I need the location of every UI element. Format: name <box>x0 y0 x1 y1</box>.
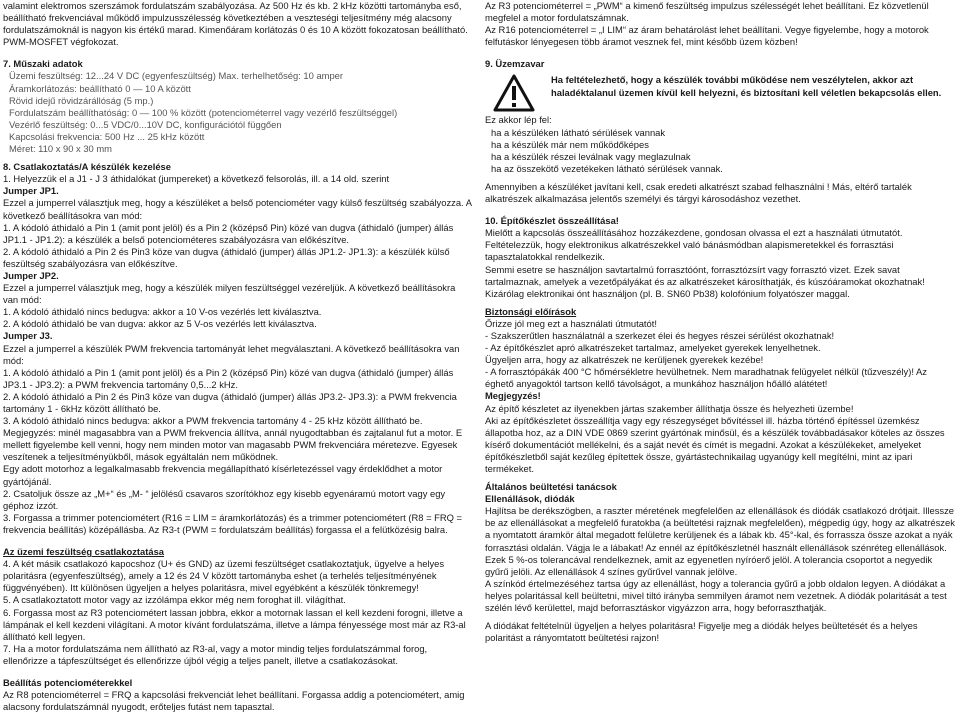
safety-heading: Biztonsági előírások <box>485 305 577 317</box>
supply-voltage-heading: Az üzemi feszültség csatlakoztatása <box>3 546 164 558</box>
potentiometer-heading: Beállítás potenciométerekkel <box>3 676 133 688</box>
jumper-jp1-text: Ezzel a jumperrel választjuk meg, hogy a készüléket a belső potenciométer vagy külső feszültség szabályozza. A következő beállításokra van mód: 1. A kódoló áthidaló a Pin 1 (amit pont jelöl) és a Pin 2 (középső Pin) közé van dugva (áthidaló (jumper) állás JP1.1 - JP1.2): a készülék a belső potenciométeres szabályozásra van előkészítve. 2. A kódoló áthidaló a Pin 2 és Pin3 köze van dugva (áthidaló (jumper) állás JP1.2- JP1.3): a készülék külső feszültség szabályozásra van előkészítve. <box>3 197 472 269</box>
supply-voltage-text: 4. A két másik csatlakozó kapocshoz (U+ és GND) az üzemi feszültséget csatlakoztatjuk, ügyelve a helyes polaritásra (egyenfeszültség), amely a 12 és 24 V között tartományba eshet (a terhelés teljesítményének függvényében). Itt különösen ügyeljen a helyes polaritásra, mivel egyébként a készülék tönkremegy! 5. A csatlakoztatott motor vagy az izzólámpa ekkor még nem foroghat ill. világíthat. 6. Forgassa most az R3 potenciométert lassan jobbra, ekkor a motornak lassan el kell kezdeni forogni, illetve a lámpának el kell kezdeni világítani. A motor kívánt fordulatszáma, illetve a lámpa fényessége most már az R3-al állítható kell legyen. 7. Ha a motor fordulatszáma nem állítható az R3-al, vagy a motor mindig teljes fordulatszámmal forog, ellenőrizze a tápfeszültséget és ellenőrizze újból végig a teljes panelt, illetve a csatlakozásokat. <box>3 558 466 666</box>
kit-assembly-text: Mielőtt a kapcsolás összeállításához hozzákezdene, gondosan olvassa el ezt a használati útmutatót. Feltételezzük, hogy elektronikus alkatrészekkel való bánásmódban alapismeretekkel és forrasztási tapasztalatokkal rendelkezik. Semmi esetre se használjon savtartalmú forrasztóónt, forrasztózsírt vagy forrasztó vizet. Ezek savat tartalmaznak, amelyek a vezetőpályákat és az alkatrészeket károsíthatják, és kúszóáramokat okozhatnak! Kizárólag elektronikai ónt használjon (pl. B. SN60 Pb38) kolofónium folyatószer maggal. <box>485 227 925 299</box>
warning-text: Ha feltételezhető, hogy a készülék további működése nem veszélytelen, akkor azt haladéktalanul üzemen kívül kell helyezni, és biztosítani kell véletlen bekapcsolás ellen. <box>551 74 942 98</box>
general-tips-text: Hajlítsa be derékszögben, a raszter méretének megfelelően az ellenállások és diódák csatlakozó drótjait. Illessze be az ellenállásokat a megfelelő furatokba (a beültetési rajznak megfelelően), mégpedig úgy, hogy az alkatrészek a nyomtatott áramkör által megadott felületre kerüljenek és a lábak kb. 45°-kal, és forrassza össze azokat a nyák forrasztási oldalán. Vágja le a lábakat! Az ennél az építőkészletnél használt ellenállások szénréteg ellenállások. Ezek 5 %-os tolerancával rendelkeznek, amit az egyenetlen nyíróerő jelöl. A tolerancia csoportot a negyedik gyűrű jelöli. Az ellenállások 4 színes gyűrűvel vannak jelölve. A színkód értelmezéséhez tartsa úgy az ellenállást, hogy a tolerancia gyűrű a jobb oldalon legyen. A diódákat a helyes polaritással kell beültetni, mivel tiltó irányba semmilyen áramot nem vezetnek. A diódák polaritását a test szélén lévő kerülettel, majd beforrasztáskor vigyázzon arra, hogy beforraszthatják. <box>485 505 955 614</box>
note-text: Az építő készletet az ilyenekben jártas szakember állíthatja össze és helyezheti üzembe! Aki az építőkészletet összeállítja vagy egy részegységet bővítéssel ill. házba történő építéssel üzemkész állapotba hoz, az a DIN VDE 0869 szerint gyártónak minősül, és a készülék továbbadásakor köteles az összes kísérő dokumentációt mellékelni, és a saját nevét és címét is megadni. Azokat a készülékeket, amelyeket építőkészletből saját kezűleg építettek össze, gyártástechnikailag ugyanúgy kell megítélni, mint az ipari termékeket. <box>485 402 945 474</box>
kit-assembly-heading: 10. Építőkészlet összeállítása! <box>485 215 619 227</box>
left-column <box>3 0 473 713</box>
general-tips-subheading: Ellenállások, diódák <box>485 493 575 505</box>
jumper-jp2-text: Ezzel a jumperrel választjuk meg, hogy a készülék milyen feszültséggel vezéreljük. A következő beállításokra van mód: 1. A kódoló áthidaló nincs bedugva: akkor a 10 V-os vezérlés lett kiválasztva. 2. A kódoló áthidaló be van dugva: akkor az 5 V-os vezérlés lett kiválasztva. <box>3 282 456 330</box>
general-tips-heading: Általános beültetési tanácsok <box>485 481 617 493</box>
right-column <box>485 0 955 644</box>
note-heading: Megjegyzés! <box>485 390 541 402</box>
technical-data-heading: 7. Műszaki adatok <box>3 58 83 70</box>
jumper-j3-heading: Jumper J3. <box>3 330 53 342</box>
connection-intro: 1. Helyezzük el a J1 - J 3 áthidalókat (jumpereket) a következő felsorolás, ill. a 14 old. szerint <box>3 173 390 185</box>
note-paragraph: Megjegyzés: minél magasabbra van a PWM frekvencia állítva, annál nyugodtabban és zajtalanul fut a motor. E mellett figyelembe kell venni, hogy nem minden motor van magasabb PWM frekvenciára méretezve. Egyesek veszítenek a teljesítményükből, mások egyáltalán nem működnek. Egy adott motorhoz a legalkalmasabb frekvencia megállapítható kísérletezéssel vagy érdeklődhet a motor gyártójánál. 2. Csatoljuk össze az „M+“ és „M- “ jelölésű csavaros szorítókhoz egy kisebb egyenáramú motort vagy egy géphoz izzót. 3. Forgassa a trimmer potenciométert (R16 = LIM = áramkorlátozás) és a trimmer potenciométert (R8 = FRQ = frekvencia beállítás) középállásba. Az R3-t (PWM = fordulatszám beállítás) forgassa el a felütközésig balra. <box>3 427 463 535</box>
jumper-jp2-heading: Jumper JP2. <box>3 269 59 281</box>
r3-paragraph: Az R3 potenciométerrel = „PWM“ a kimenő feszültség impulzus szélességét lehet beállítani. Ez közvetlenül megfelel a motor fordulatszámnak. <box>485 0 929 24</box>
repair-paragraph: Amennyiben a készüléket javítani kell, csak eredeti alkatrészt szabad felhasználni ! Más, eltérő tartalék alkatrészek alkalmazása jelentős személyi és tárgyi károsodáshoz vezethet. <box>485 180 912 205</box>
malfunction-heading: 9. Üzemzavar <box>485 58 545 70</box>
bottom-paragraph: A diódákat feltételnül ügyeljen a helyes polaritásra! Figyelje meg a diódák helyes beültetését és a helyes polaritást a rányomtatott beültetési rajzon! <box>485 620 918 644</box>
danger-intro: Ez akkor lép fel: <box>485 114 552 126</box>
danger-list: ha a készüléken látható sérülések vannak ha a készülék már nem működőképes ha a készülék részei leválnak vagy meglazulnak ha az összekötő vezetékeken látható sérülések vannak. <box>491 126 723 174</box>
safety-text: Őrizze jól meg ezt a használati útmutatót! - Szakszerűtlen használatnál a szerkezet élei és hegyes részei sérülést okozhatnak! - Az építőkészlet apró alkatrészeket tartalmaz, amelyeket gyerekek lenyelhetnek. Ügyeljen arra, hogy az alkatrészek ne kerüljenek gyerekek kezébe! - A forrasztópákák 400 °C hőmérsékletre hevülhetnek. Nem maradhatnak felügyelet nélkül (tűzveszély)! Az éghető anyagoktól tartson kellő távolságot, a munkához használjon hőálló alátétet! <box>485 317 927 390</box>
potentiometer-text: Az R8 potenciométerrel = FRQ a kapcsolási frekvenciát lehet beállítani. Forgassa addig a potenciométert, amig alacsony fordulatszámnál nyugodt, erőteljes futást nem tapasztal. <box>3 689 465 713</box>
warning-box <box>485 74 955 108</box>
intro-paragraph: valamint elektromos szerszámok fordulatszám szabályozása. Az 500 Hz és kb. 2 kHz közötti tartományba eső, beállítható frekvenciával működő impulzusszélesség következtében a veszteségi teljesítmény még alacsony fordulatszámoknál is nagyon kis értékű marad. Kimenőáram korlátozás 0 és 10 A között fokozatosan beállítható. PWM-MOSFET végfokozat. <box>3 0 468 48</box>
connection-heading: 8. Csatlakoztatás/A készülék kezelése <box>3 161 171 173</box>
warning-triangle-icon <box>493 74 535 112</box>
technical-data-list: Üzemi feszültség: 12...24 V DC (egyenfeszültség) Max. terhelhetőség: 10 amper Áramkorlátozás: beállítható 0 — 10 A között Rövid idejű rövidzárállóság (5 mp.) Fordulatszám beállíthatóság: 0 — 100 % között (potenciométerrel vagy vezérlő feszültséggel) Vezérlő feszültség: 0...5 VDC/0...10V DC, konfigurációtól függően Kapcsolási frekvencia: 500 Hz ... 25 kHz között Méret: 110 x 90 x 30 mm <box>9 70 398 155</box>
jumper-jp1-heading: Jumper JP1. <box>3 185 59 197</box>
r16-paragraph: Az R16 potenciométerrel = „I LIM“ az áram behatárolást lehet beállítani. Vegye figyelembe, hogy a motorok felfutáskor lényegesen több áramot vesznek fel, mint később üzem közben! <box>485 24 929 48</box>
jumper-j3-text: Ezzel a jumperrel a készülék PWM frekvencia tartományát lehet megválasztani. A következő beállításokra van mód: 1. A kódoló áthidaló a Pin 1 (amit pont jelöl) és a Pin 2 (középső Pin) közé van dugva (áthidaló (jumper) állás JP3.1 - JP3.2): a PWM frekvencia tartomány 0,5...2 kHz. 2. A kódoló áthidaló a Pin 2 és Pin3 köze van dugva (áthidaló (jumper) állás JP3.2- JP3.3): a PWM frekvencia tartomány 1 - 6kHz között állítható be. 3. A kódoló áthidaló nincs bedugva: akkor a PWM frekvencia tartomány 4 - 25 kHz között állítható be. <box>3 342 460 427</box>
